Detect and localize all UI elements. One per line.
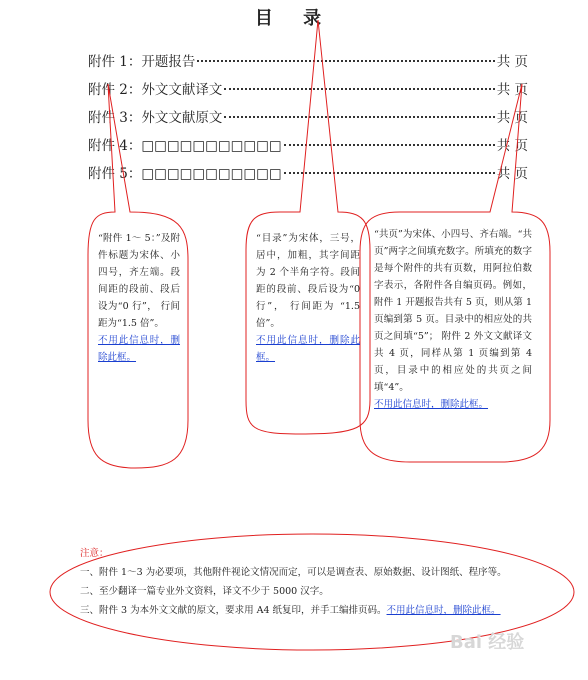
middle-callout-shape: [246, 20, 370, 434]
callout-right-text: “共页”为宋体、小四号、齐右端。“共页”两字之间填充数字。所填充的数字是每个附件的共有页数，用阿拉伯数字表示，各附件各自编页码。例如，附件 1 开题报告共有 5 页，则从第 1 页编到第 5 页。目录中的相应处的共页之间填“5”； 附件 2 外文文献译文共 4 页，同样从第 1 页编到第 4 页，目录中的相应处的共页之间填“4”。: [374, 229, 532, 393]
toc-label: 附件 2：外文文献译文: [88, 82, 223, 98]
callout-left: [98, 230, 180, 366]
note-item: 二、至少翻译一篇专业外文资料，译文不少于 5000 汉字。: [80, 586, 329, 597]
callout-right-delete-link[interactable]: 不用此信息时，删除此框。: [374, 399, 489, 410]
note-item: [80, 601, 550, 620]
callout-middle-delete-link[interactable]: 不用此信息时，删除此框。: [256, 335, 360, 363]
callout-left-text: “附件 1～ 5：”及附件标题为宋体、小四号，齐左端。段间距的段前、段后设为“0 行”， 行间距为“1.5 倍”。: [98, 233, 180, 329]
toc-label: 附件 3：外文文献原文: [88, 110, 223, 126]
note-item-text: 三、附件 3 为本外文文献的原文，要求用 A4 纸复印，并手工编排页码。: [80, 605, 387, 616]
toc-label: 附件 5：□□□□□□□□□□□: [88, 166, 282, 182]
note-box: [80, 544, 550, 620]
toc-label: 附件 1：开题报告: [88, 54, 196, 70]
note-delete-link[interactable]: 不用此信息时，删除此框。: [386, 605, 501, 616]
note-item: 一、附件 1～3 为必要项，其他附件视论文情况而定，可以是调查表、原始数据、设计图纸、程序等。: [80, 567, 507, 578]
note-heading: 注意：: [80, 548, 109, 559]
toc-label: 附件 4：□□□□□□□□□□□: [88, 138, 282, 154]
toc-page-count: 共 页: [496, 54, 528, 70]
page-title: 目 录: [254, 8, 334, 29]
toc-page-count: 共 页: [496, 82, 528, 98]
callout-right: [374, 226, 532, 413]
callout-middle-text: “目录”为宋体，三号，居中，加粗，其字间距为 2 个半角字符。段间距的段前、段后设为“0 行”， 行间距为 “1.5 倍”。: [256, 233, 360, 329]
callout-left-delete-link[interactable]: 不用此信息时，删除此框。: [98, 335, 180, 363]
toc-page-count: 共 页: [496, 138, 528, 154]
toc-page-count: 共 页: [496, 110, 528, 126]
watermark: Bai 经验: [450, 632, 525, 653]
toc-page-count: 共 页: [496, 166, 528, 182]
callout-middle: [256, 230, 360, 366]
